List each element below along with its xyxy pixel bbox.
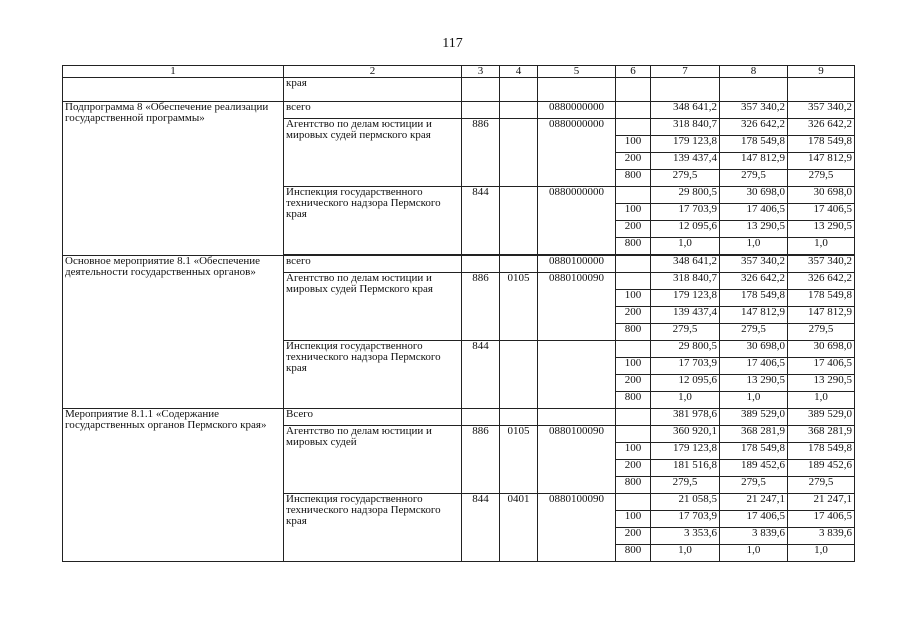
cell: 17 703,9 xyxy=(651,204,720,221)
recipient-name: Агентство по делам юстиции и мировых судей пермского края xyxy=(284,119,462,187)
cell: 800 xyxy=(616,545,651,562)
cell xyxy=(616,273,651,290)
cell: 29 800,5 xyxy=(651,187,720,204)
cell xyxy=(616,341,651,358)
cell: 326 642,2 xyxy=(720,273,788,290)
cell: 179 123,8 xyxy=(651,443,720,460)
cell: 100 xyxy=(616,290,651,307)
cell: 30 698,0 xyxy=(720,187,788,204)
cell: 357 340,2 xyxy=(720,256,788,273)
header-row xyxy=(63,66,855,78)
section-name-main81: Основное мероприятие 8.1 «Обеспечение деятельности государственных органов» xyxy=(63,256,284,409)
cell: 200 xyxy=(616,221,651,238)
cell: 844 xyxy=(462,341,500,409)
cell xyxy=(500,78,538,102)
cell: 279,5 xyxy=(720,477,788,494)
header-cell: 6 xyxy=(616,66,651,78)
cell xyxy=(500,119,538,187)
cell xyxy=(616,409,651,426)
cell: 3 353,6 xyxy=(651,528,720,545)
cell: 0880100000 xyxy=(538,256,616,273)
cell: 3 839,6 xyxy=(720,528,788,545)
cell xyxy=(462,78,500,102)
cell: 178 549,8 xyxy=(788,290,855,307)
section-name-act811: Мероприятие 8.1.1 «Содержание государственных органов Пермского края» xyxy=(63,409,284,562)
cell: 12 095,6 xyxy=(651,375,720,392)
recipient-name: Инспекция государственного технического надзора Пермского края xyxy=(284,341,462,409)
cell: 318 840,7 xyxy=(651,273,720,290)
cell: 0880000000 xyxy=(538,102,616,119)
cell: 17 406,5 xyxy=(720,511,788,528)
cell xyxy=(616,119,651,136)
cell: 279,5 xyxy=(651,477,720,494)
cell xyxy=(500,341,538,409)
cell: 886 xyxy=(462,273,500,341)
cell: 1,0 xyxy=(651,238,720,255)
cell: 357 340,2 xyxy=(720,102,788,119)
cell: 279,5 xyxy=(651,324,720,341)
header-cell: 3 xyxy=(462,66,500,78)
cell: 3 839,6 xyxy=(788,528,855,545)
cell: 17 406,5 xyxy=(788,511,855,528)
cell: 200 xyxy=(616,153,651,170)
cell: 17 406,5 xyxy=(788,358,855,375)
cell xyxy=(500,409,538,426)
cell: 17 703,9 xyxy=(651,358,720,375)
cell: 844 xyxy=(462,187,500,255)
header-cell: 5 xyxy=(538,66,616,78)
cell: 100 xyxy=(616,204,651,221)
cell: 0105 xyxy=(500,426,538,494)
cell: 139 437,4 xyxy=(651,153,720,170)
cell: 178 549,8 xyxy=(788,443,855,460)
cell: 844 xyxy=(462,494,500,562)
cell: 1,0 xyxy=(788,238,855,255)
cell: 147 812,9 xyxy=(720,153,788,170)
cell: 1,0 xyxy=(788,392,855,409)
cell: 326 642,2 xyxy=(788,273,855,290)
cell xyxy=(616,494,651,511)
table-row xyxy=(63,409,855,426)
cell: 800 xyxy=(616,170,651,187)
cell: 800 xyxy=(616,324,651,341)
cell: 0880100090 xyxy=(538,426,616,494)
cell: 800 xyxy=(616,392,651,409)
cell: 0401 xyxy=(500,494,538,562)
recipient-name: Агентство по делам юстиции и мировых судей xyxy=(284,426,462,494)
cell xyxy=(720,78,788,102)
budget-table xyxy=(62,65,855,562)
cell: 0880100090 xyxy=(538,273,616,341)
cell: 800 xyxy=(616,238,651,255)
cell: 17 703,9 xyxy=(651,511,720,528)
cell xyxy=(462,256,500,273)
cell xyxy=(616,78,651,102)
cell xyxy=(462,409,500,426)
cell: 139 437,4 xyxy=(651,307,720,324)
cell: 100 xyxy=(616,443,651,460)
cell xyxy=(616,102,651,119)
cell: 886 xyxy=(462,426,500,494)
cell xyxy=(500,102,538,119)
cell: 189 452,6 xyxy=(720,460,788,477)
cell: 886 xyxy=(462,119,500,187)
cell: 0880100090 xyxy=(538,494,616,562)
cell: 13 290,5 xyxy=(788,375,855,392)
cell: 200 xyxy=(616,460,651,477)
header-cell: 7 xyxy=(651,66,720,78)
cell: 178 549,8 xyxy=(720,290,788,307)
header-cell: 8 xyxy=(720,66,788,78)
cell: 348 641,2 xyxy=(651,102,720,119)
cell: 0880000000 xyxy=(538,119,616,187)
cell: 368 281,9 xyxy=(788,426,855,443)
cell: 200 xyxy=(616,307,651,324)
cell: 17 406,5 xyxy=(720,204,788,221)
cell: 279,5 xyxy=(788,324,855,341)
cell: 12 095,6 xyxy=(651,221,720,238)
cell xyxy=(462,102,500,119)
cell: 1,0 xyxy=(720,238,788,255)
cell: 326 642,2 xyxy=(720,119,788,136)
cell: 178 549,8 xyxy=(788,136,855,153)
cell xyxy=(538,78,616,102)
cell: 181 516,8 xyxy=(651,460,720,477)
cell: 17 406,5 xyxy=(788,204,855,221)
section-name-sub8: Подпрограмма 8 «Обеспечение реализации государственной программы» xyxy=(63,102,284,256)
cell: всего xyxy=(284,102,462,119)
cell: 1,0 xyxy=(651,392,720,409)
cell xyxy=(538,341,616,409)
cell: 30 698,0 xyxy=(788,187,855,204)
cell: 17 406,5 xyxy=(720,358,788,375)
cell xyxy=(500,256,538,273)
cell: 279,5 xyxy=(651,170,720,187)
table-row xyxy=(63,102,855,119)
cell: 318 840,7 xyxy=(651,119,720,136)
cell: 326 642,2 xyxy=(788,119,855,136)
cell: 13 290,5 xyxy=(720,375,788,392)
cell xyxy=(538,409,616,426)
cell: 200 xyxy=(616,528,651,545)
cell: 13 290,5 xyxy=(788,221,855,238)
cell: 1,0 xyxy=(788,545,855,562)
cell xyxy=(616,426,651,443)
cell: 189 452,6 xyxy=(788,460,855,477)
cell: 147 812,9 xyxy=(720,307,788,324)
cell: 1,0 xyxy=(651,545,720,562)
cell: 100 xyxy=(616,358,651,375)
recipient-name: Агентство по делам юстиции и мировых судей Пермского края xyxy=(284,273,462,341)
cell: 200 xyxy=(616,375,651,392)
cell: 21 247,1 xyxy=(788,494,855,511)
cell: 147 812,9 xyxy=(788,153,855,170)
recipient-name: Инспекция государственного технического надзора Пермского края xyxy=(284,494,462,562)
cell: 179 123,8 xyxy=(651,136,720,153)
cell xyxy=(616,187,651,204)
cell: всего xyxy=(284,256,462,273)
cell: 279,5 xyxy=(720,324,788,341)
cell: 13 290,5 xyxy=(720,221,788,238)
cell: 0105 xyxy=(500,273,538,341)
cell: 279,5 xyxy=(720,170,788,187)
cell: 100 xyxy=(616,136,651,153)
cell: 357 340,2 xyxy=(788,102,855,119)
cell xyxy=(500,187,538,255)
cell: 279,5 xyxy=(788,170,855,187)
header-cell: 4 xyxy=(500,66,538,78)
cell: 368 281,9 xyxy=(720,426,788,443)
header-cell: 9 xyxy=(788,66,855,78)
cell: 30 698,0 xyxy=(788,341,855,358)
cell: 348 641,2 xyxy=(651,256,720,273)
cell: 21 058,5 xyxy=(651,494,720,511)
cell: 0880000000 xyxy=(538,187,616,255)
cell: края xyxy=(284,78,462,102)
cell xyxy=(63,78,284,102)
cell: 1,0 xyxy=(720,545,788,562)
header-cell: 1 xyxy=(63,66,284,78)
cell: 800 xyxy=(616,477,651,494)
cell: 178 549,8 xyxy=(720,136,788,153)
cell: 389 529,0 xyxy=(788,409,855,426)
cell xyxy=(651,78,720,102)
cell: 179 123,8 xyxy=(651,290,720,307)
header-cell: 2 xyxy=(284,66,462,78)
cell: 21 247,1 xyxy=(720,494,788,511)
cell: 381 978,6 xyxy=(651,409,720,426)
cell xyxy=(788,78,855,102)
cell: 147 812,9 xyxy=(788,307,855,324)
recipient-name: Инспекция государственного технического надзора Пермского края xyxy=(284,187,462,255)
cell: Всего xyxy=(284,409,462,426)
continuation-row xyxy=(63,78,855,102)
cell: 279,5 xyxy=(788,477,855,494)
cell: 360 920,1 xyxy=(651,426,720,443)
cell: 178 549,8 xyxy=(720,443,788,460)
page-number: 117 xyxy=(442,36,463,51)
cell: 357 340,2 xyxy=(788,256,855,273)
cell: 389 529,0 xyxy=(720,409,788,426)
cell: 1,0 xyxy=(720,392,788,409)
cell: 29 800,5 xyxy=(651,341,720,358)
cell: 30 698,0 xyxy=(720,341,788,358)
cell xyxy=(616,256,651,273)
table-row xyxy=(63,256,855,273)
cell: 100 xyxy=(616,511,651,528)
